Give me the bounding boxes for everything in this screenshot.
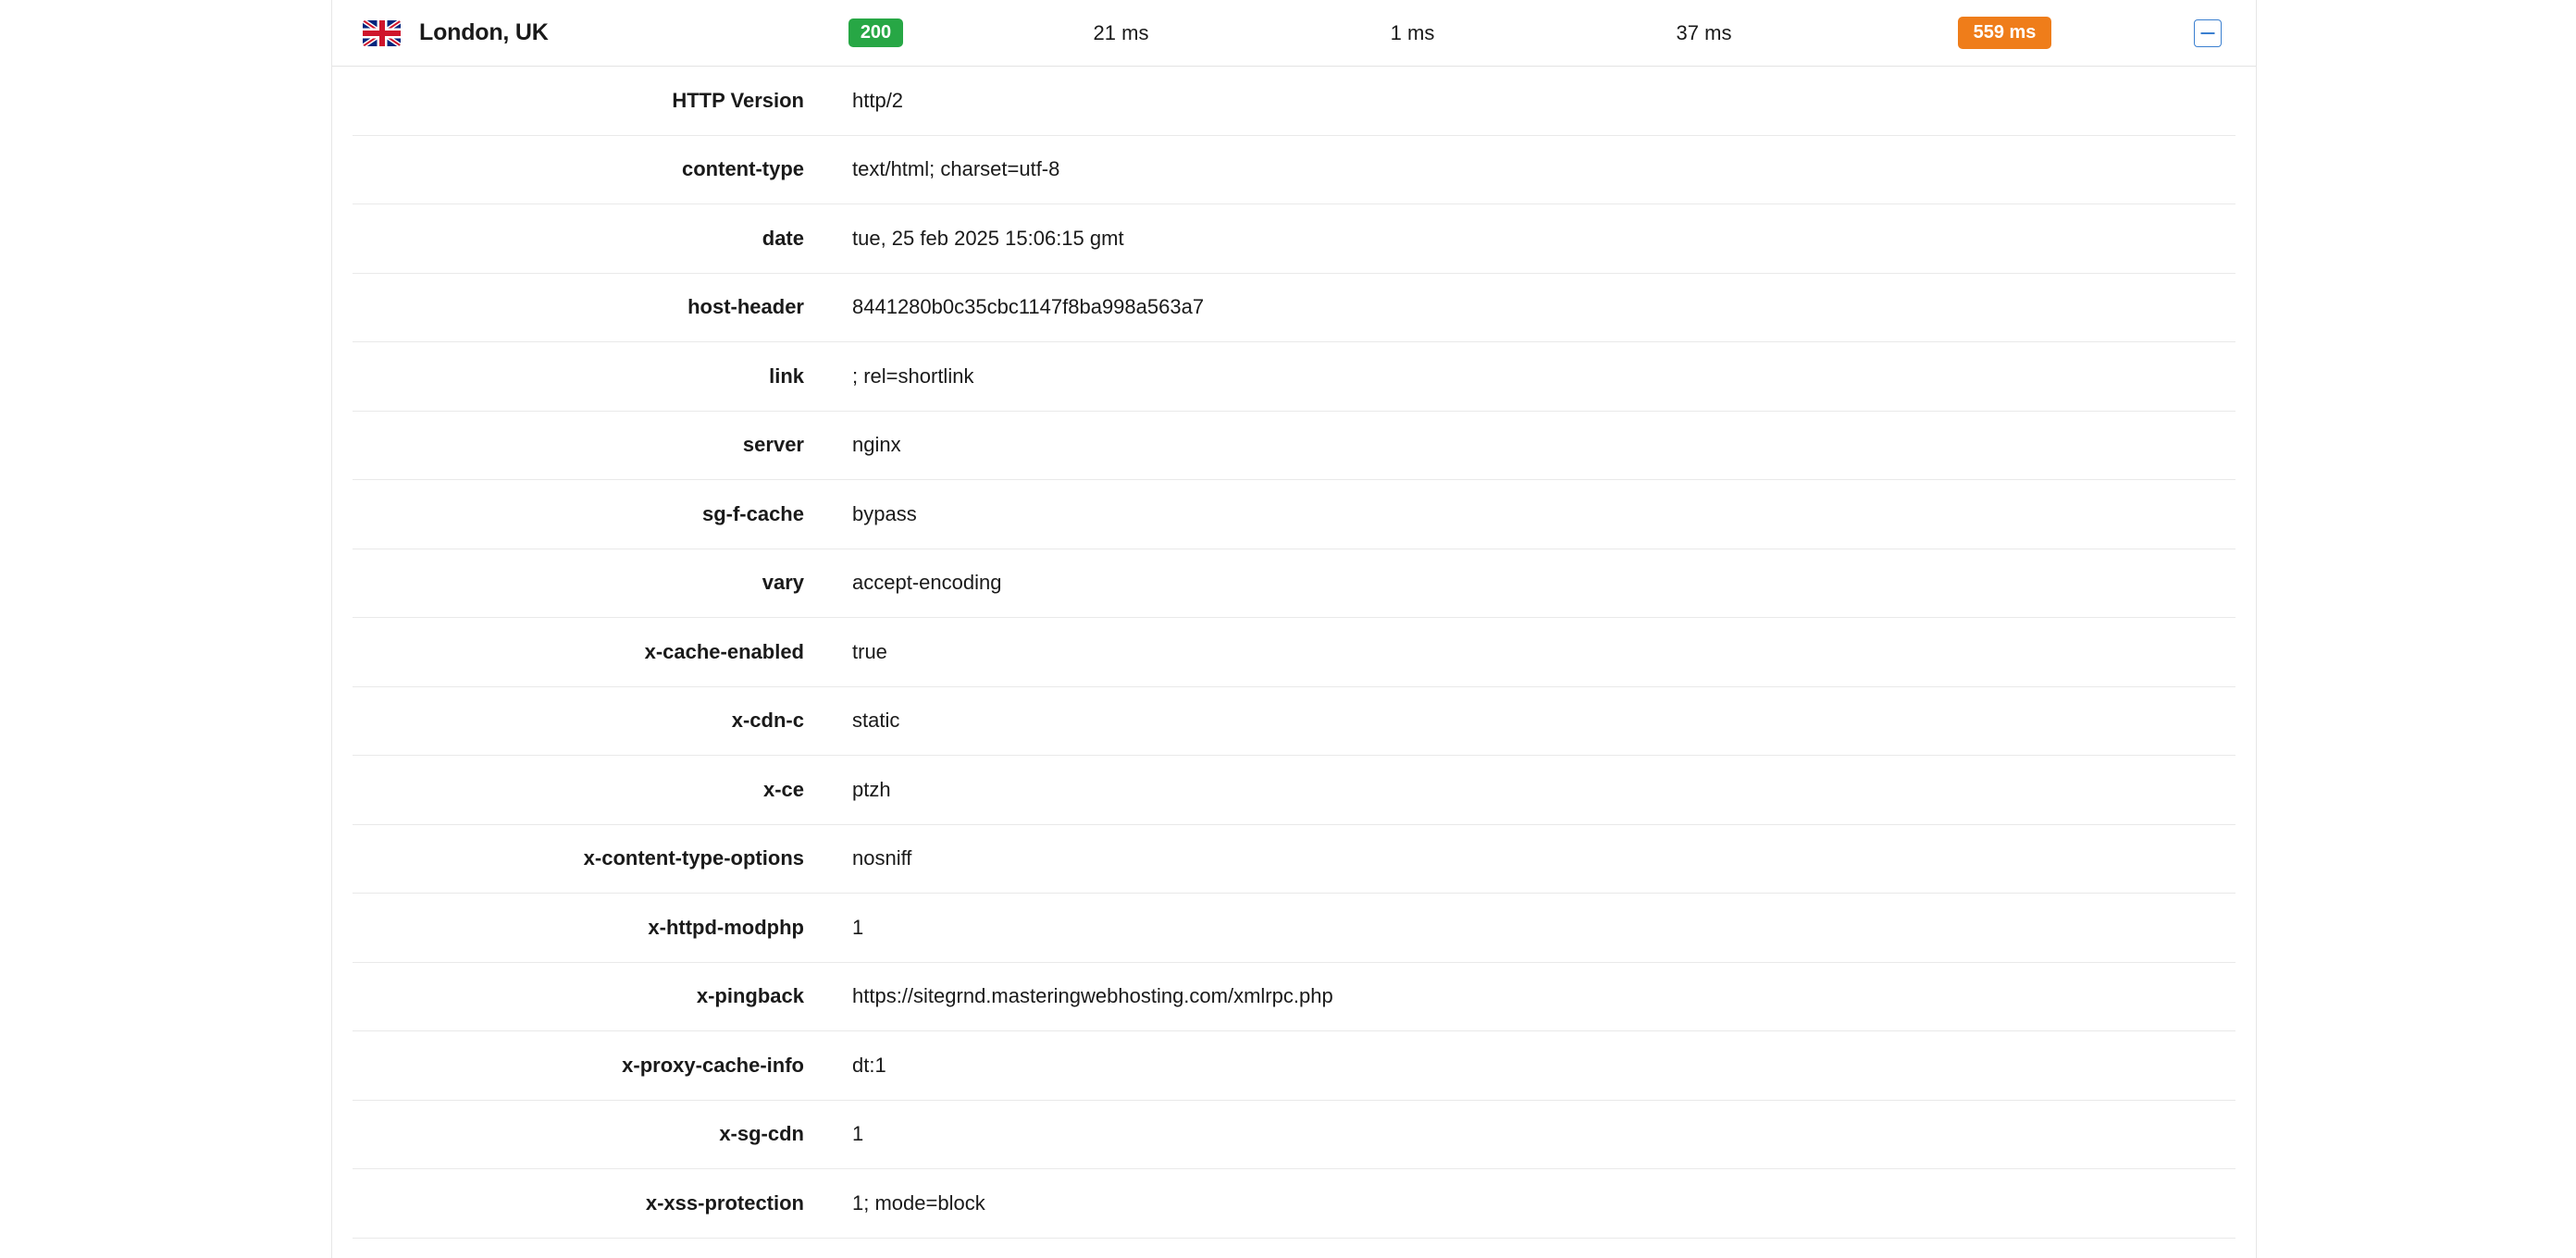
header-key: x-proxy-cache-info [622,1053,804,1077]
header-row [353,894,2235,963]
response-panel [331,0,2257,1258]
total-time-badge: 559 ms [1958,17,2052,49]
left-gutter [0,0,331,1258]
location-label: London, UK [419,19,549,45]
header-key: vary [762,571,804,595]
header-row [353,1101,2235,1170]
header-value: 1 [852,1122,864,1146]
header-key: x-content-type-options [583,846,804,870]
header-row [353,1169,2235,1239]
header-row [353,825,2235,894]
header-key: x-sg-cdn [719,1122,804,1146]
header-value: http/2 [852,88,904,112]
header-value: bypass [852,501,917,525]
header-row [353,480,2235,549]
connect-time-cell: 1 ms [1390,20,1435,44]
header-key: x-httpd-modphp [648,915,804,939]
header-value: 8441280b0c35cbc1147f8ba998a563a7 [852,295,1205,319]
total-time-cell [1850,17,2160,49]
header-row [353,136,2235,205]
status-badge: 200 [848,18,903,47]
header-key: HTTP Version [672,88,804,112]
header-row [353,274,2235,343]
header-row [353,67,2235,136]
header-key: x-cdn-c [731,709,804,733]
location-summary-row[interactable] [332,0,2256,67]
collapse-minus-icon[interactable] [2194,19,2222,47]
ttfb-time-cell: 37 ms [1676,20,1732,44]
header-value: tue, 25 feb 2025 15:06:15 gmt [852,226,1124,250]
header-value: 1 [852,915,864,939]
header-value: dt:1 [852,1053,886,1077]
header-key: sg-f-cache [701,501,804,525]
header-value: ptzh [852,777,891,801]
header-row [353,756,2235,825]
header-row [353,618,2235,687]
header-key: host-header [687,295,804,319]
header-value: static [852,709,900,733]
header-row [353,1031,2235,1101]
header-key: link [769,364,804,388]
status-cell [776,18,975,47]
header-row [353,204,2235,274]
header-row [353,549,2235,619]
header-key: x-pingback [696,984,804,1008]
response-headers-table [332,67,2256,1239]
location-cell [332,19,776,46]
header-row [353,412,2235,481]
header-row [353,687,2235,757]
right-gutter [2257,0,2576,1258]
header-value: 1; mode=block [852,1190,985,1215]
dns-time-cell: 21 ms [1093,20,1149,44]
header-value: text/html; charset=utf-8 [852,157,1060,181]
header-key: content-type [682,157,804,181]
toggle-cell [2160,19,2256,47]
header-value: nginx [852,433,901,457]
header-key: x-ce [762,777,804,801]
header-key: date [762,226,804,250]
header-value: nosniff [852,846,912,870]
header-key: server [742,433,804,457]
header-value: true [852,639,887,663]
header-value: accept-encoding [852,571,1002,595]
header-row [353,342,2235,412]
header-row [353,963,2235,1032]
header-key: x-xss-protection [645,1190,804,1215]
header-key: x-cache-enabled [644,639,804,663]
header-value: https://sitegrnd.masteringwebhosting.com/xmlrpc.php [852,984,1333,1008]
header-value: ; rel=shortlink [852,364,974,388]
uk-flag-icon [363,20,401,46]
